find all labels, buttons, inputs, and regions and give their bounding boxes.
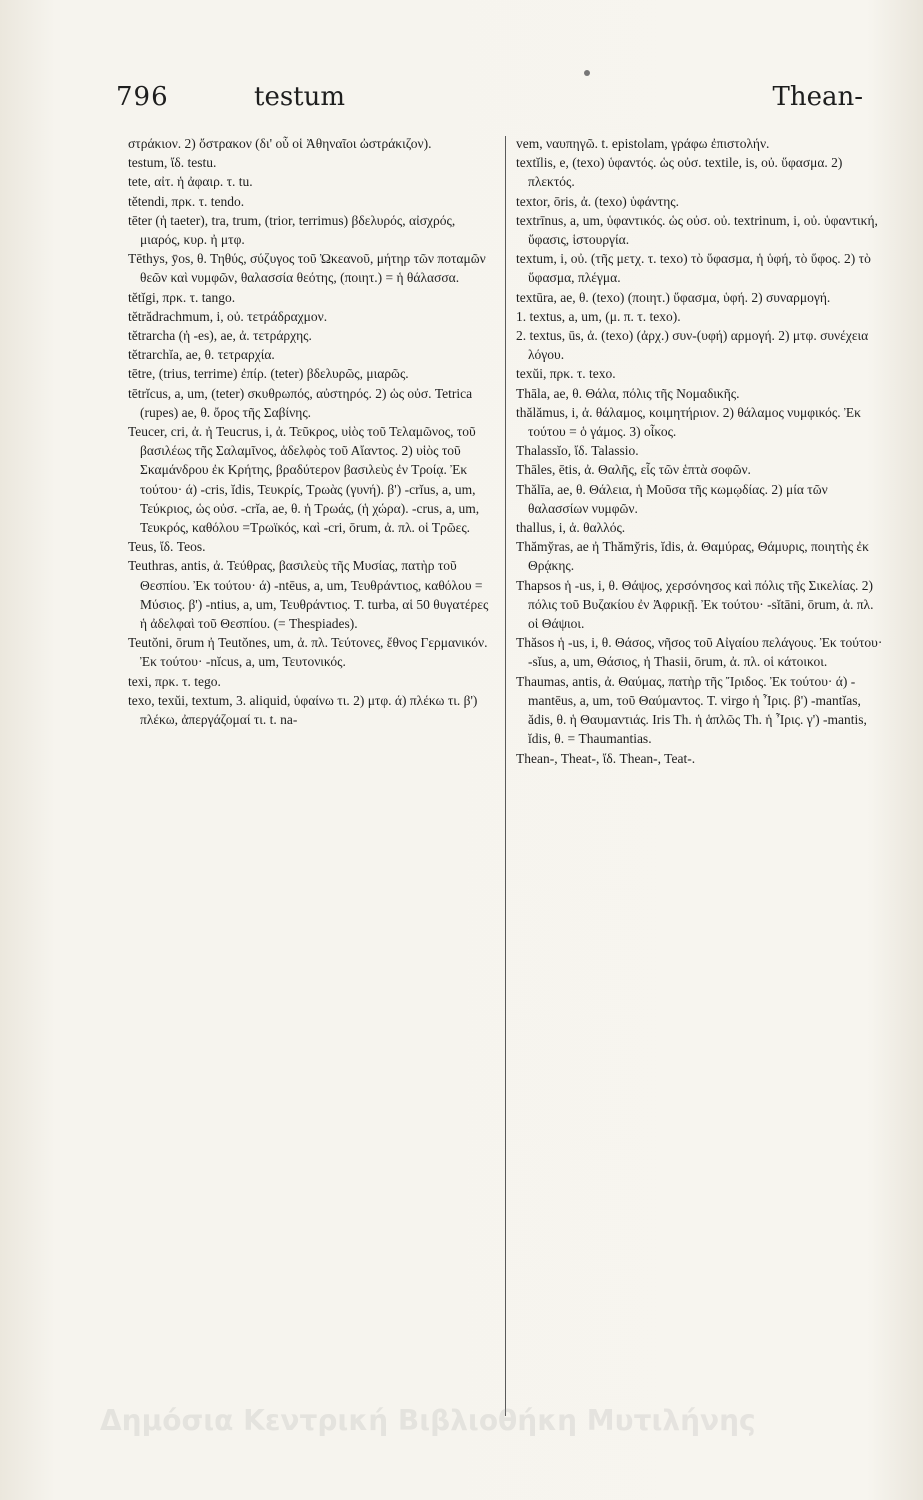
entry: testum, ἴδ. testu. [128, 155, 217, 171]
library-watermark: Δημόσια Κεντρική Βιβλιοθήκη Μυτιλήνης [100, 1404, 756, 1437]
entry: tĕtĭgi, πρκ. τ. tango. [128, 289, 236, 305]
entry: Thāles, ētis, ἀ. Θαλῆς, εἷς τῶν ἑπτὰ σοφῶν. [516, 462, 751, 478]
page-speck [584, 70, 590, 76]
entry: Teucer, cri, ἀ. ἠ Teucrus, i, ἀ. Τεῦκρος, υἱὸς τοῦ Τελαμῶνος, τοῦ βασιλέως τῆς Σαλαμῖνος, ἀδελφὸς τοῦ Αἴαντος. 2) υἱὸς τοῦ Σκαμάνδρου ἐκ Κρήτης, βραδύτερον βασιλεὺς ἐν Τροίᾳ. Ἐκ τούτου· ά) -cris, ĭdis, Τευκρίς, Τρωὰς (γυνή). β') -crĭus, a, um, Τεύκριος, ὡς οὐσ. -crĭa, ae, θ. ἡ Τρωάς, (ἡ χώρα). -crus, a, um, Τευκρός, καθόλου =Τρωϊκός, καὶ -cri, ōrum, ἀ. πλ. οἱ Τρῶες. [128, 424, 480, 536]
entry: Thălīa, ae, θ. Θάλεια, ἡ Μοῦσα τῆς κωμῳδίας. 2) μία τῶν θαλασσίων νυμφῶν. [516, 481, 828, 516]
entry: texŭi, πρκ. τ. texo. [516, 366, 616, 382]
right-column [516, 134, 884, 768]
entry: texi, πρκ. τ. tego. [128, 673, 221, 689]
right-guide-word: Thean- [772, 82, 863, 112]
entry: Thāla, ae, θ. Θάλα, πόλις τῆς Νομαδικῆς. [516, 385, 740, 401]
entry: thălămus, i, ἀ. θάλαμος, κοιμητήριον. 2) θάλαμος νυμφικός. Ἐκ τούτου = ὁ γάμος. 3) οἶκος. [516, 404, 861, 440]
entry: Thaumas, antis, ἀ. Θαύμας, πατὴρ τῆς Ἴριδος. Ἐκ τούτου· ά) -mantēus, a, um, τοῦ Θαύμαντος. T. virgo ἡ Ἶρις. β') -mantĭas, ădis, θ. ἡ Θαυμαντιάς. Iris Th. ἡ ἁπλῶς Th. ἡ Ἶρις. γ') -mantis, ĭdis, θ. = Thaumantias. [516, 673, 867, 747]
entry: Teus, ἴδ. Teos. [128, 539, 206, 555]
entry: textrīnus, a, um, ὑφαντικός. ὡς οὐσ. οὐ. textrinum, i, οὐ. ὑφαντική, ὕφασις, ἱστουργία. [516, 212, 878, 248]
entry: tĕtrarchĭa, ae, θ. τετραρχία. [128, 347, 275, 363]
entry: 1. textus, a, um, (μ. π. τ. texo). [516, 308, 681, 324]
entry: textor, ōris, ἀ. (texo) ὑφάντης. [516, 193, 679, 209]
entry: tētre, (trius, terrime) ἐπίρ. (teter) βδελυρῶς, μιαρῶς. [128, 366, 409, 382]
entry: Thean-, Theat-, ἴδ. Thean-, Teat-. [516, 750, 696, 766]
entry: textūra, ae, θ. (texo) (ποιητ.) ὕφασμα, ὑφή. 2) συναρμογή. [516, 289, 831, 305]
left-column [128, 134, 496, 729]
column-divider [505, 136, 506, 1416]
page-header [116, 82, 863, 122]
entry: tĕtrarcha (ἡ -es), ae, ἀ. τετράρχης. [128, 328, 312, 344]
entry: texo, texŭi, textum, 3. aliquid, ὑφαίνω τι. 2) μτφ. ά) πλέκω τι. β') πλέκω, ἀπεργάζομαί τι. t. na- [128, 692, 478, 728]
entry: thallus, i, ἀ. θαλλός. [516, 520, 626, 536]
entry: textum, i, οὐ. (τῆς μετχ. τ. texo) τὸ ὕφασμα, ἡ ὑφή, τὸ ὕφος. 2) τὸ ὕφασμα, πλέγμα. [516, 251, 871, 286]
left-guide-word: testum [254, 82, 346, 112]
entry: Teutŏni, ōrum ἠ Teutŏnes, um, ἀ. πλ. Τεύτονες, ἔθνος Γερμανικόν. Ἐκ τούτου· -nĭcus, a, um, Τευτονικός. [128, 635, 488, 670]
entry: tēter (ἡ taeter), tra, trum, (trior, terrimus) βδελυρός, αἰσχρός, μιαρός, κυρ. ἠ μτφ. [128, 212, 456, 248]
entry: tete, αἰτ. ἡ ἀφαιρ. τ. tu. [128, 174, 253, 190]
entry: Tēthys, ȳos, θ. Τηθύς, σύζυγος τοῦ Ὠκεανοῦ, μήτηρ τῶν ποταμῶν θεῶν καὶ νυμφῶν, θαλασσία θεότης, (ποιητ.) = ἡ θάλασσα. [128, 251, 486, 286]
entry: tĕtrădrachmum, i, οὐ. τετράδραχμον. [128, 308, 328, 324]
entry: Teuthras, antis, ἀ. Τεύθρας, βασιλεὺς τῆς Μυσίας, πατὴρ τοῦ Θεσπίου. Ἐκ τούτου· ά) -ntēus, a, um, Τευθράντιος, καθόλου = Μύσιος. β') -ntius, a, um, Τευθράντιος. T. turba, αἱ 50 θυγατέρες ἡ ἀδελφαὶ τοῦ Θεσπίου. (= Thespiades). [128, 558, 489, 632]
entry: Thapsos ἡ -us, i, θ. Θάψος, χερσόνησος καὶ πόλις τῆς Σικελίας. 2) πόλις τοῦ Βυζακίου ἐν Ἀφρικῇ. Ἐκ τούτου· -sĭtāni, ōrum, ἀ. πλ. οἱ Θάψιοι. [516, 577, 874, 632]
entry: vem, ναυπηγῶ. t. epistolam, γράφω ἐπιστολήν. [516, 136, 770, 151]
entry: στράκιον. 2) ὄστρακον (δι' οὗ οἱ Ἀθηναῖοι ὠστράκιζον). [128, 136, 432, 151]
entry: 2. textus, ūs, ἀ. (texo) (ἀρχ.) συν-(υφή) αρμογή. 2) μτφ. συνέχεια λόγου. [516, 328, 869, 363]
entry: tĕtendi, πρκ. τ. tendo. [128, 193, 245, 209]
entry: textĭlis, e, (texo) ὑφαντός. ὡς οὐσ. textile, is, οὐ. ὕφασμα. 2) πλεκτός. [516, 155, 843, 190]
entry: Thăsos ἡ -us, i, θ. Θάσος, νῆσος τοῦ Αἰγαίου πελάγους. Ἐκ τούτου· -sĭus, a, um, Θάσιος, ἠ Thasii, ōrum, ἀ. πλ. οἱ κάτοικοι. [516, 635, 883, 670]
page-number: 796 [116, 82, 169, 112]
entry: tētrĭcus, a, um, (teter) σκυθρωπός, αὐστηρός. 2) ὡς οὐσ. Tetrica (rupes) ae, θ. ὄρος τῆς Σαβίνης. [128, 385, 473, 420]
entry: Thămy̆ras, ae ἠ Thămy̆ris, ĭdis, ἀ. Θαμύρας, Θάμυρις, ποιητὴς ἐκ Θρᾴκης. [516, 539, 869, 574]
entry: Thalassĭo, ἴδ. Talassio. [516, 443, 639, 459]
